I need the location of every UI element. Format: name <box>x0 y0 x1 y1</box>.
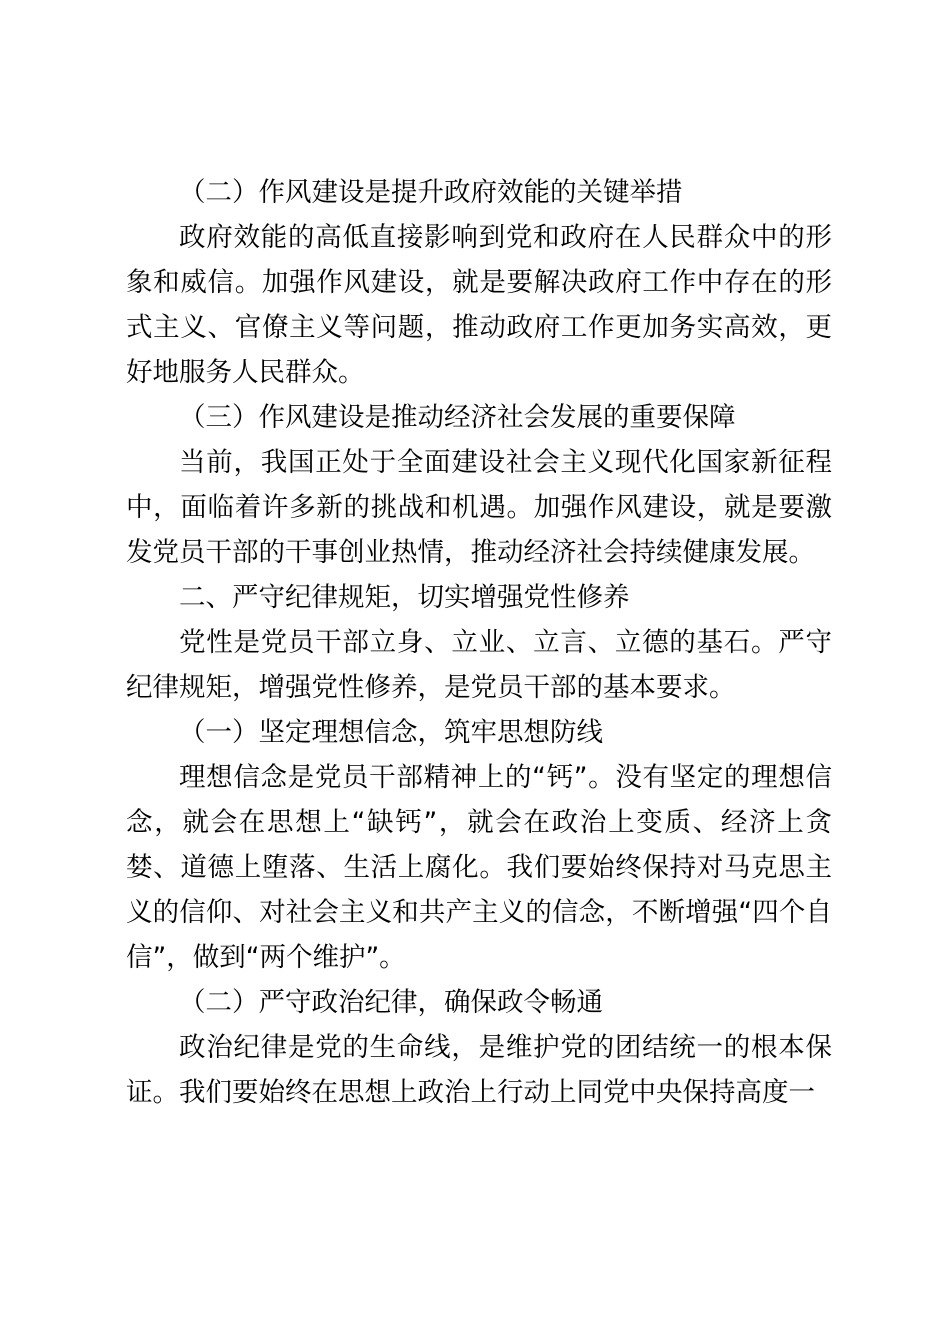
body-paragraph: 党性是党员干部立身、立业、立言、立德的基石。严守纪律规矩，增强党性修养，是党员干部的基本要求。 <box>126 627 832 703</box>
body-paragraph: 政治纪律是党的生命线，是维护党的团结统一的根本保证。我们要始终在思想上政治上行动上同党中央保持高度一 <box>126 1032 832 1108</box>
body-paragraph: 理想信念是党员干部精神上的“钙”。没有坚定的理想信念，就会在思想上“缺钙”，就会在政治上变质、经济上贪婪、道德上堕落、生活上腐化。我们要始终保持对马克思主义的信仰、对社会主义和共产主义的信念，不断增强“四个自信”，做到“两个维护”。 <box>126 762 832 973</box>
section-heading: （三）作风建设是推动经济社会发展的重要保障 <box>179 402 736 433</box>
section-heading: （一）坚定理想信念，筑牢思想防线 <box>179 717 603 748</box>
chapter-heading: 二、严守纪律规矩，切实增强党性修养 <box>179 582 630 613</box>
body-paragraph: 政府效能的高低直接影响到党和政府在人民群众中的形象和威信。加强作风建设，就是要解决政府工作中存在的形式主义、官僚主义等问题，推动政府工作更加务实高效，更好地服务人民群众。 <box>126 222 832 388</box>
section-heading: （二）作风建设是提升政府效能的关键举措 <box>179 177 683 208</box>
document-body <box>126 170 832 1115</box>
body-paragraph: 当前，我国正处于全面建设社会主义现代化国家新征程中，面临着许多新的挑战和机遇。加强作风建设，就是要激发党员干部的干事创业热情，推动经济社会持续健康发展。 <box>126 447 832 568</box>
section-heading: （二）严守政治纪律，确保政令畅通 <box>179 987 603 1018</box>
